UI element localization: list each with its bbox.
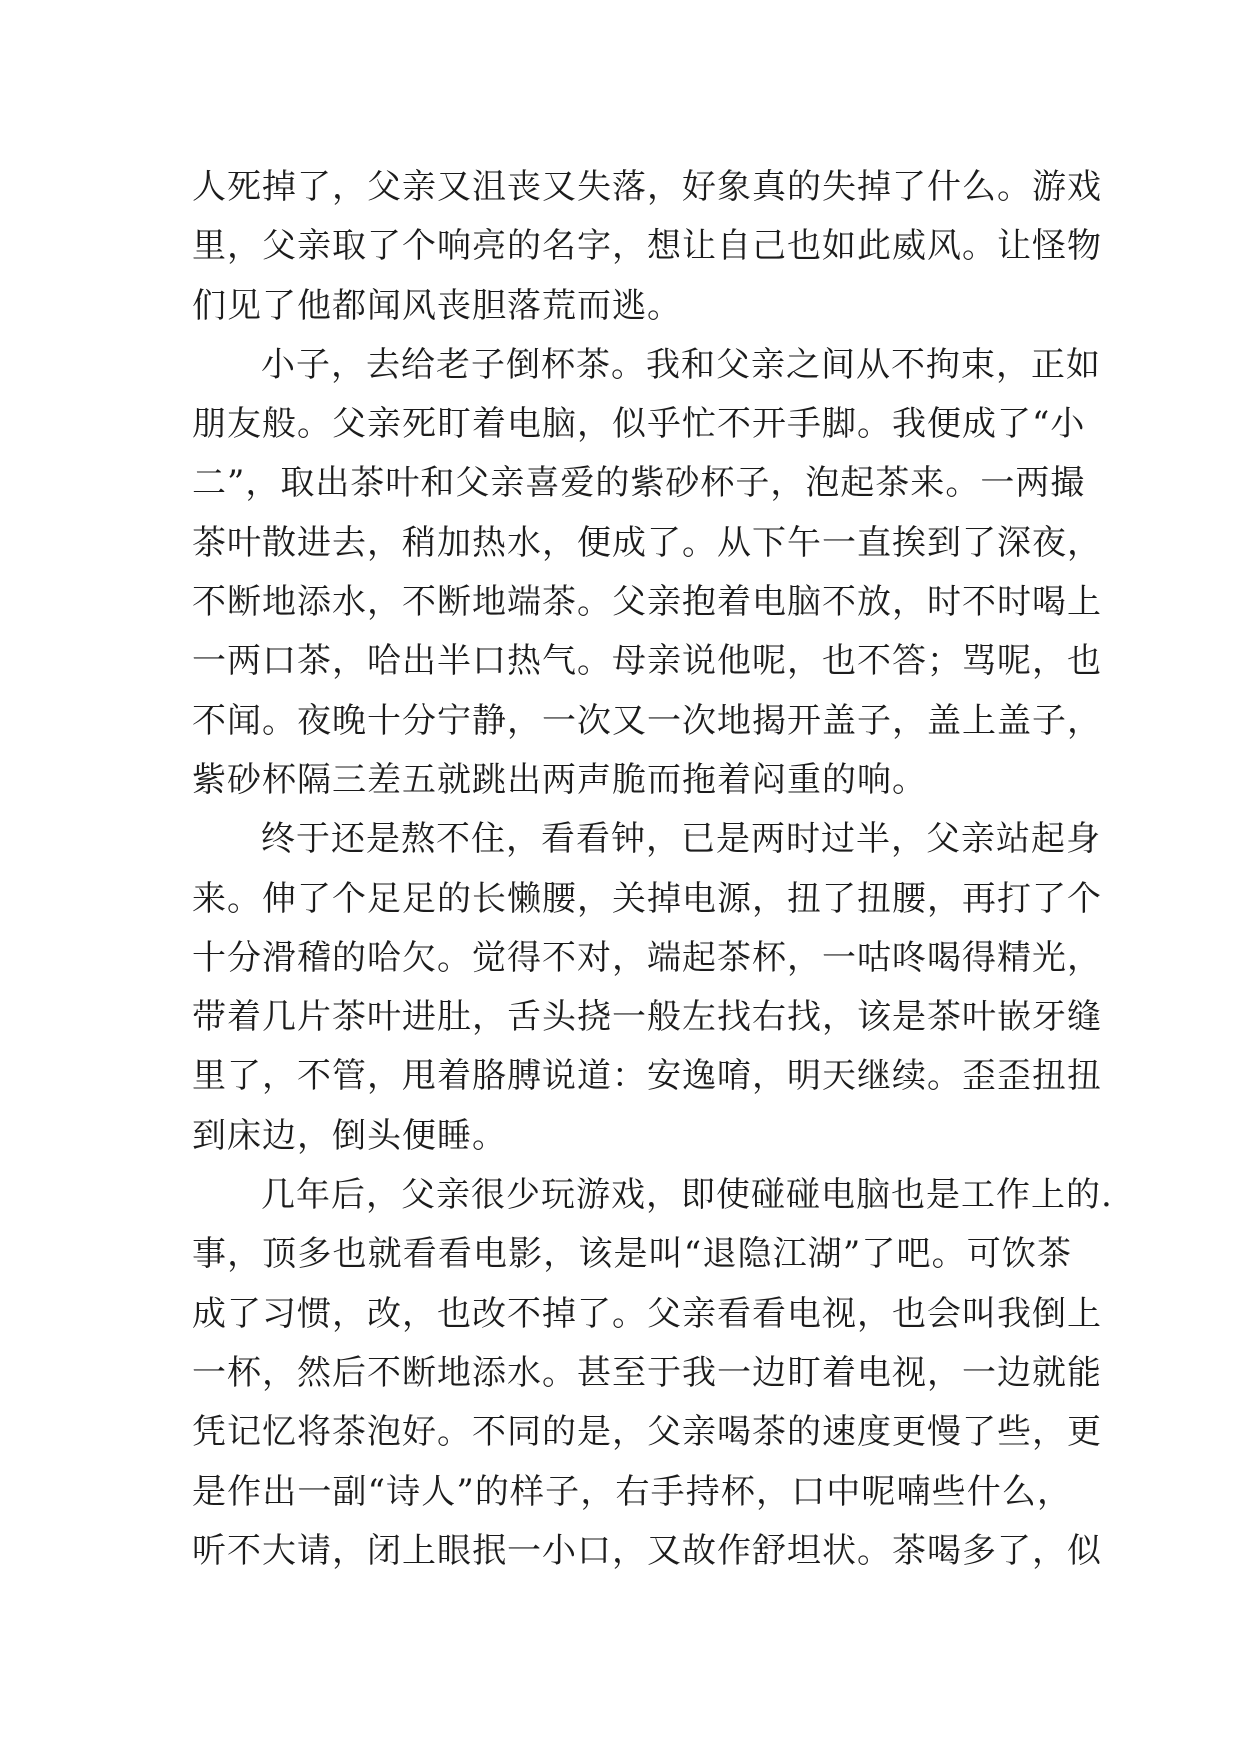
body-text	[192, 158, 1113, 1581]
paragraph-first-line: 终于还是熬不住，看看钟，已是两时过半，父亲站起身	[261, 819, 1101, 860]
paragraph-first-line: 几年后，父亲很少玩游戏，即使碰碰电脑也是工作上的.	[261, 1175, 1113, 1216]
text-line: 里，父亲取了个响亮的名字，想让自己也如此威风。让怪物	[192, 226, 1102, 267]
text-line: 茶叶散进去，稍加热水，便成了。从下午一直挨到了深夜，	[192, 522, 1102, 563]
text-line: 紫砂杯隔三差五就跳出两声脆而拖着闷重的响。	[192, 759, 927, 800]
text-line: 一两口茶，哈出半口热气。母亲说他呢，也不答；骂呢，也	[192, 641, 1102, 682]
text-line: 凭记忆将茶泡好。不同的是，父亲喝茶的速度更慢了些，更	[192, 1412, 1102, 1453]
text-line: 是作出一副“诗人”的样子，右手持杯，口中呢喃些什么，	[192, 1471, 1072, 1512]
text-line: 不断地添水，不断地端茶。父亲抱着电脑不放，时不时喝上	[192, 582, 1102, 623]
text-line: 里了，不管，甩着胳膊说道：安逸唷，明天继续。歪歪扭扭	[192, 1056, 1102, 1097]
text-line: 一杯，然后不断地添水。甚至于我一边盯着电视，一边就能	[192, 1352, 1102, 1393]
text-line: 来。伸了个足足的长懒腰，关掉电源，扭了扭腰，再打了个	[192, 878, 1102, 919]
text-line: 不闻。夜晚十分宁静，一次又一次地揭开盖子，盖上盖子，	[192, 700, 1102, 741]
text-line: 二”，取出茶叶和父亲喜爱的紫砂杯子，泡起茶来。一两撮	[192, 463, 1086, 504]
text-line: 到床边，倒头便睡。	[192, 1115, 507, 1156]
text-line: 带着几片茶叶进肚，舌头挠一般左找右找，该是茶叶嵌牙缝	[192, 997, 1102, 1038]
text-line: 朋友般。父亲死盯着电脑，似乎忙不开手脚。我便成了“小	[192, 404, 1086, 445]
text-line: 事，顶多也就看看电影，该是叫“退隐江湖”了吧。可饮茶	[192, 1234, 1072, 1275]
text-line: 们见了他都闻风丧胆落荒而逃。	[192, 285, 682, 326]
paragraph-first-line: 小子，去给老子倒杯茶。我和父亲之间从不拘束，正如	[261, 344, 1101, 385]
text-line: 听不大请，闭上眼抿一小口，又故作舒坦状。茶喝多了，似	[192, 1530, 1102, 1571]
text-line: 十分滑稽的哈欠。觉得不对，端起茶杯，一咕咚喝得精光，	[192, 937, 1102, 978]
text-line: 人死掉了，父亲又沮丧又失落，好象真的失掉了什么。游戏	[192, 167, 1102, 207]
text-line: 成了习惯，改，也改不掉了。父亲看看电视，也会叫我倒上	[192, 1293, 1102, 1334]
